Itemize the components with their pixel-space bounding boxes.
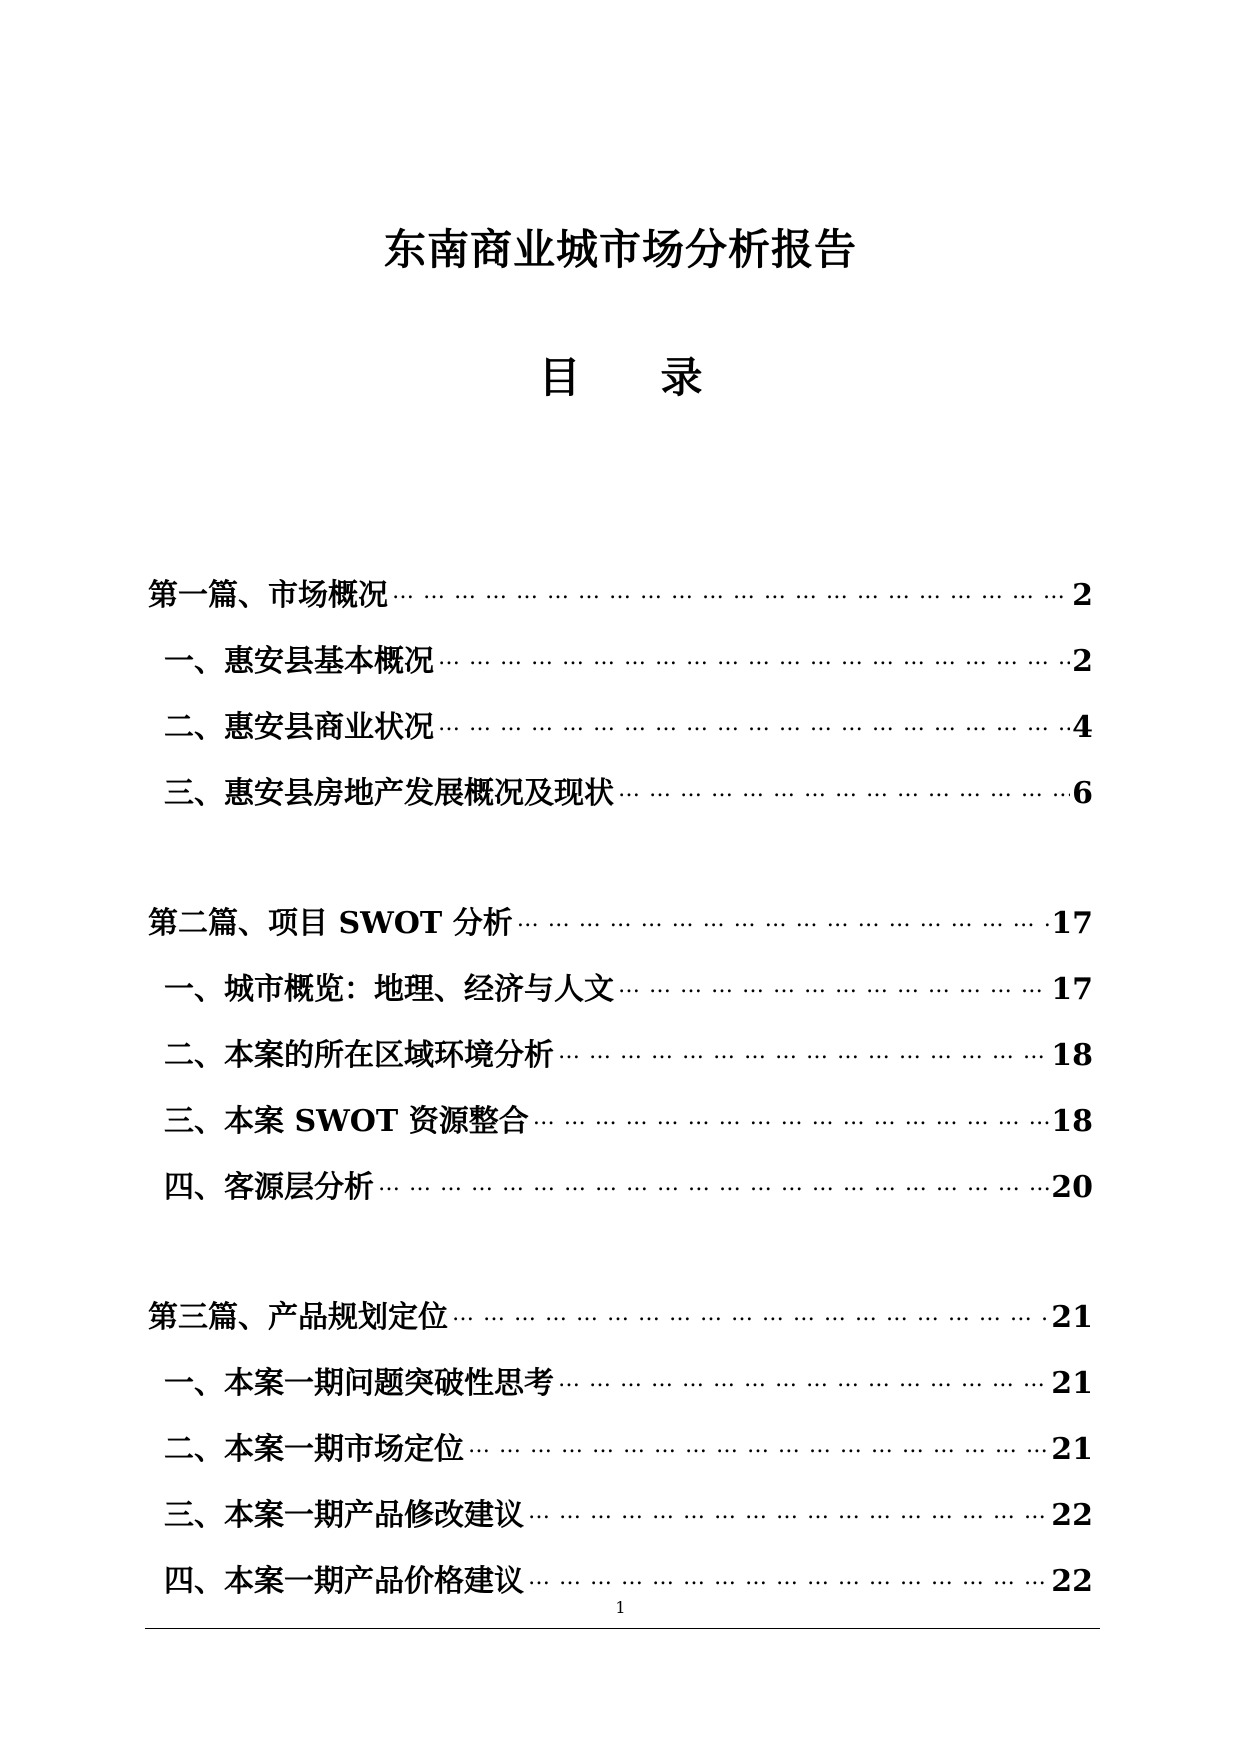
toc-page-number: 2 [1072,578,1093,613]
toc-entry-text: 三、惠安县房地产发展概况及现状 [164,776,614,811]
toc-entry[interactable] [148,1472,1093,1538]
document-title: 东南商业城市场分析报告 [383,225,857,274]
toc-entry-text: 三、本案一期产品修改建议 [164,1498,524,1533]
toc-entry-text: 一、本案一期问题突破性思考 [164,1366,554,1401]
toc-entry[interactable] [148,1078,1093,1144]
toc-entry[interactable] [148,946,1093,1012]
toc-part-heading[interactable] [148,1274,1093,1340]
dot-leader [438,702,1070,746]
dot-leader [517,898,1050,942]
toc-page-number: 22 [1051,1498,1093,1533]
table-of-contents [148,552,1093,1668]
toc-entry[interactable] [148,1144,1093,1210]
page-number: 1 [615,1598,626,1617]
toc-heading-char-2: 录 [660,353,703,402]
toc-entry-text: 一、城市概览：地理、经济与人文 [164,972,614,1007]
toc-entry[interactable] [148,1538,1093,1604]
dot-leader [438,636,1070,680]
toc-page-number: 2 [1072,644,1093,679]
toc-page-number: 18 [1051,1038,1093,1073]
toc-entry-text: 二、本案的所在区域环境分析 [164,1038,554,1073]
toc-entry[interactable] [148,618,1093,684]
toc-part-1 [148,552,1093,816]
toc-page-number: 21 [1051,1432,1093,1467]
toc-heading-char-1: 目 [538,353,581,402]
toc-part-heading[interactable] [148,552,1093,618]
toc-part-3 [148,1274,1093,1604]
toc-page-number: 18 [1051,1104,1093,1139]
toc-page-number: 21 [1051,1366,1093,1401]
toc-heading [0,348,1241,408]
footer-divider [145,1628,1100,1629]
toc-entry-text: 四、本案一期产品价格建议 [164,1564,524,1599]
toc-entry[interactable] [148,1406,1093,1472]
toc-entry-text: 第三篇、产品规划定位 [148,1300,448,1335]
toc-page-number: 20 [1051,1170,1093,1205]
dot-leader [528,1556,1049,1600]
dot-leader [452,1292,1049,1336]
toc-entry-text: 第二篇、项目 SWOT 分析 [148,906,513,941]
dot-leader [392,570,1070,614]
dot-leader [618,964,1049,1008]
toc-part-heading[interactable] [148,880,1093,946]
dot-leader [528,1490,1049,1534]
toc-page-number: 21 [1051,1300,1093,1335]
toc-entry-text: 三、本案 SWOT 资源整合 [164,1104,529,1139]
toc-part-2 [148,880,1093,1210]
toc-entry-text: 四、客源层分析 [164,1170,374,1205]
toc-page-number: 4 [1072,710,1093,745]
toc-entry[interactable] [148,684,1093,750]
toc-page-number: 17 [1051,906,1093,941]
toc-entry-text: 一、惠安县基本概况 [164,644,434,679]
toc-entry-text: 二、本案一期市场定位 [164,1432,464,1467]
toc-entry-text: 第一篇、市场概况 [148,578,388,613]
toc-page-number: 6 [1072,776,1093,811]
toc-page-number: 22 [1051,1564,1093,1599]
toc-entry[interactable] [148,1012,1093,1078]
toc-entry[interactable] [148,750,1093,816]
dot-leader [558,1358,1049,1402]
dot-leader [618,768,1070,812]
toc-page-number: 17 [1051,972,1093,1007]
toc-entry[interactable] [148,1340,1093,1406]
dot-leader [468,1424,1049,1468]
dot-leader [533,1096,1050,1140]
toc-entry-text: 二、惠安县商业状况 [164,710,434,745]
dot-leader [558,1030,1049,1074]
dot-leader [378,1162,1049,1206]
